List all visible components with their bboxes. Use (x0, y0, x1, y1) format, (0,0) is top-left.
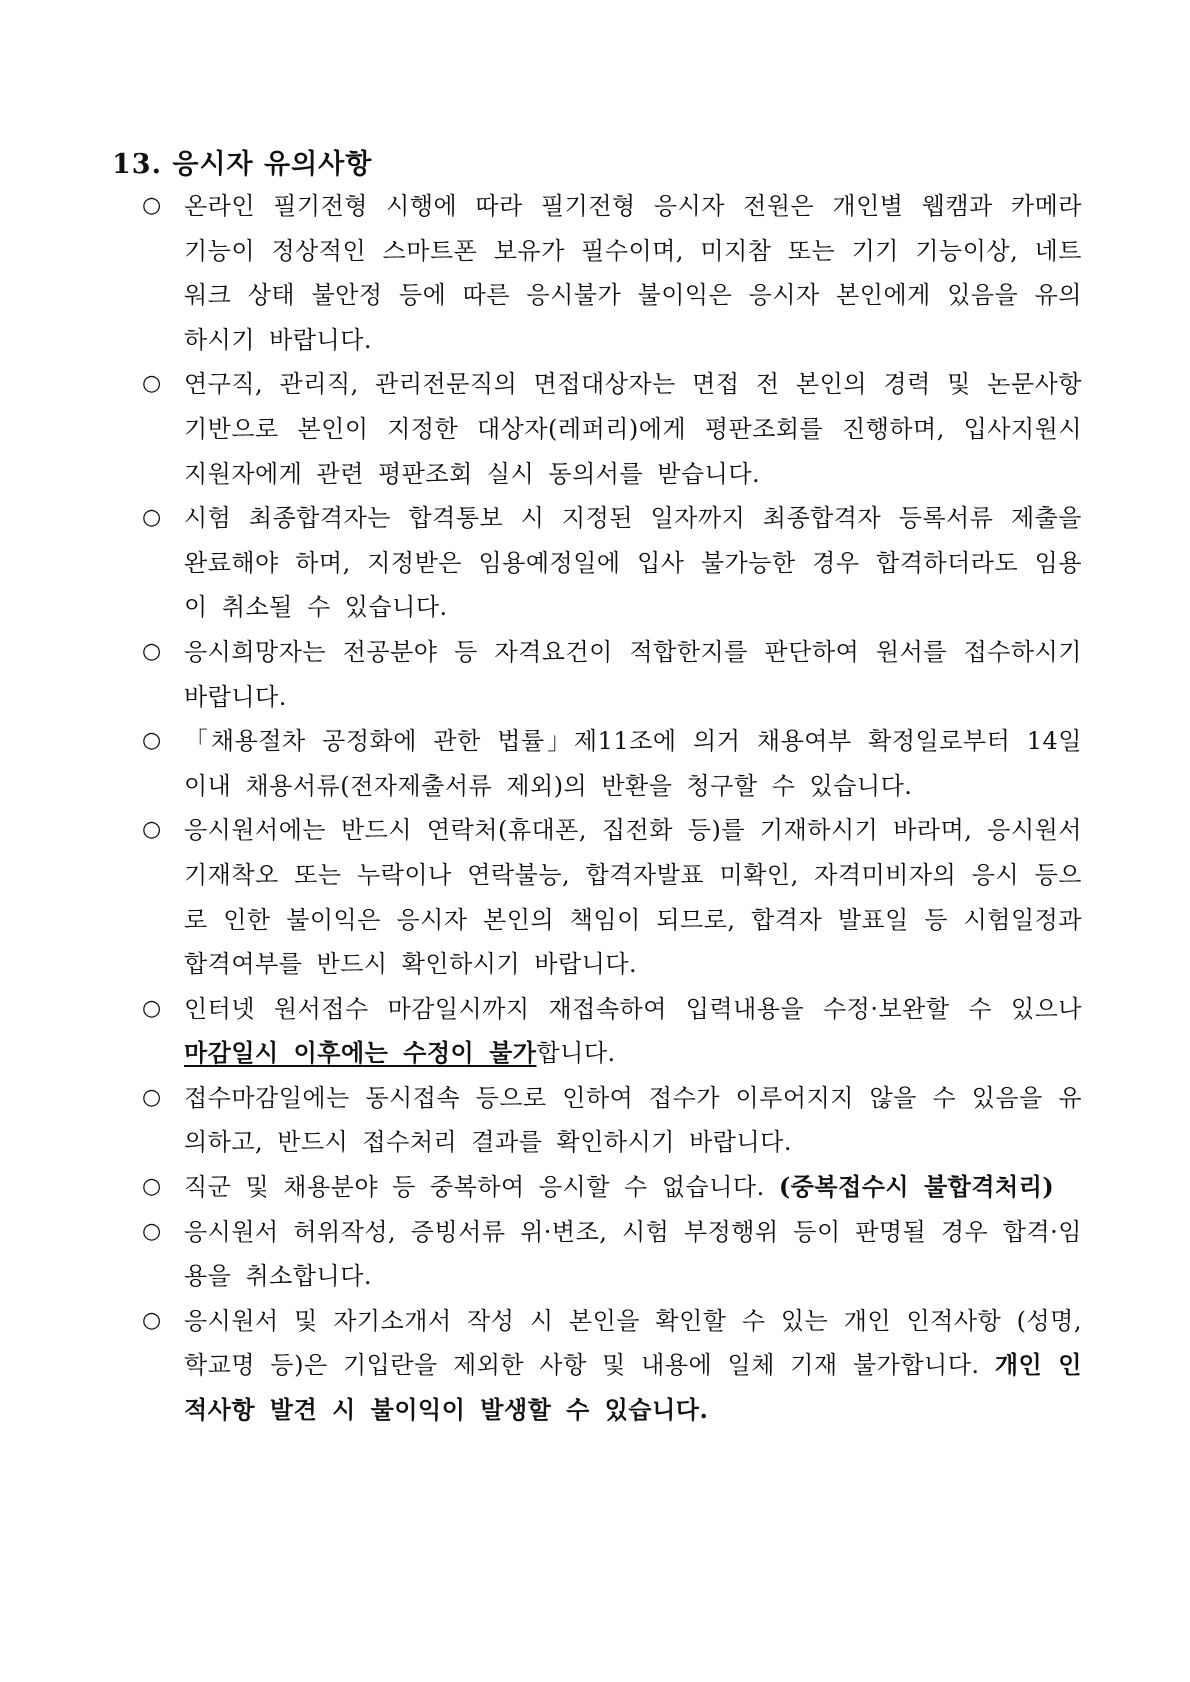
bullet-icon: ○ (142, 1084, 162, 1110)
notice-text: 응시원서 및 자기소개서 작성 시 본인을 확인할 수 있는 개인 인적사항 (성명, 학교명 등)은 기입란을 제외한 사항 및 내용에 일체 기재 불가합니다. (184, 1306, 1082, 1380)
bullet-icon: ○ (142, 193, 162, 218)
notice-item (142, 1165, 1082, 1210)
notice-item (142, 496, 1082, 630)
notice-item (142, 362, 1082, 496)
notice-item (142, 987, 1082, 1076)
notice-text-tail: 합니다. (536, 1039, 616, 1068)
bullet-icon: ○ (142, 371, 162, 397)
notice-list (142, 184, 1082, 1433)
notice-text: 인터넷 원서접수 마감일시까지 재접속하여 입력내용을 수정·보완할 수 있으나 (184, 994, 1082, 1023)
bullet-icon: ○ (142, 1307, 162, 1333)
notice-item (142, 808, 1082, 986)
notice-text: 「채용절차 공정화에 관한 법률」제11조에 의거 채용여부 확정일로부터 14일 이내 채용서류(전자제출서류 제외)의 반환을 청구할 수 있습니다. (184, 727, 1082, 800)
bullet-icon: ○ (142, 817, 162, 843)
bullet-icon: ○ (142, 728, 162, 754)
notice-text: 응시원서 허위작성, 증빙서류 위·변조, 시험 부정행위 등이 판명될 경우 합격·임용을 취소합니다. (184, 1217, 1082, 1291)
notice-item (142, 184, 1082, 362)
bullet-icon: ○ (142, 638, 162, 664)
notice-item (142, 1076, 1082, 1165)
notice-text: 응시희망자는 전공분야 등 자격요건이 적합한지를 판단하여 원서를 접수하시기 바랍니다. (184, 637, 1082, 711)
notice-text: 접수마감일에는 동시접속 등으로 인하여 접수가 이루어지지 않을 수 있음을 유의하고, 반드시 접수처리 결과를 확인하시기 바랍니다. (184, 1083, 1082, 1157)
notice-item (142, 719, 1082, 808)
bullet-icon: ○ (142, 505, 162, 531)
notice-emphasis-bold: 개인 인적사항 발견 시 불이익이 발생할 수 있습니다. (184, 1350, 1082, 1425)
notice-emphasis-underlined: 마감일시 이후에는 수정이 불가 (184, 1038, 537, 1068)
notice-text: 직군 및 채용분야 등 중복하여 응시할 수 없습니다. (184, 1173, 779, 1202)
notice-text: 시험 최종합격자는 합격통보 시 지정된 일자까지 최종합격자 등록서류 제출을 완료해야 하며, 지정받은 임용예정일에 입사 불가능한 경우 합격하더라도 임용이 취소될 수 있습니다. (184, 504, 1082, 622)
section-title: 13. 응시자 유의사항 (112, 149, 373, 180)
bullet-icon: ○ (142, 1174, 162, 1200)
notice-text: 온라인 필기전형 시행에 따라 필기전형 응시자 전원은 개인별 웹캠과 카메라 기능이 정상적인 스마트폰 보유가 필수이며, 미지참 또는 기기 기능이상, 네트워크 상태 불안정 등에 따른 응시불가 불이익은 응시자 본인에게 있음을 유의하시기 바랍니다. (184, 192, 1082, 354)
notice-emphasis-bold: (중복접수시 불합격처리) (778, 1172, 1055, 1202)
notice-text: 연구직, 관리직, 관리전문직의 면접대상자는 면접 전 본인의 경력 및 논문사항 기반으로 본인이 지정한 대상자(레퍼리)에게 평판조회를 진행하며, 입사지원시 지원자에게 관련 평판조회 실시 동의서를 받습니다. (184, 370, 1082, 488)
bullet-icon: ○ (142, 1218, 162, 1244)
notice-text: 응시원서에는 반드시 연락처(휴대폰, 집전화 등)를 기재하시기 바라며, 응시원서 기재착오 또는 누락이나 연락불능, 합격자발표 미확인, 자격미비자의 응시 등으로 인한 불이익은 응시자 본인의 책임이 되므로, 합격자 발표일 등 시험일정과 합격여부를 반드시 확인하시기 바랍니다. (184, 816, 1082, 979)
notice-item (142, 630, 1082, 719)
notice-item (142, 1299, 1082, 1433)
notice-item (142, 1210, 1082, 1299)
bullet-icon: ○ (142, 995, 162, 1021)
